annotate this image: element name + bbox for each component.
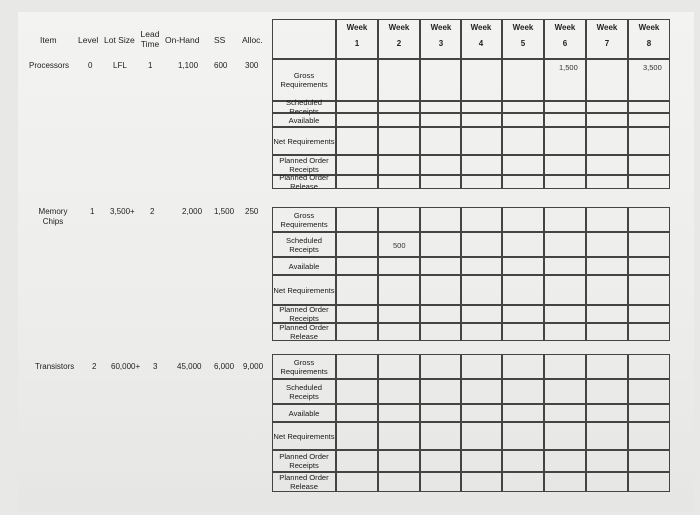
week-cell[interactable]: [586, 59, 628, 101]
week-cell[interactable]: [336, 404, 378, 422]
week-cell[interactable]: [502, 305, 544, 323]
header-lot-size: Lot Size: [104, 35, 135, 45]
header-label-cell: [272, 19, 336, 59]
week-cell[interactable]: [586, 422, 628, 450]
week-cell[interactable]: [420, 450, 462, 472]
week-cell[interactable]: [628, 379, 670, 404]
week-cell[interactable]: [378, 59, 420, 101]
week-number: 4: [478, 39, 484, 48]
week-cell[interactable]: [336, 422, 378, 450]
week-cell[interactable]: [460, 155, 502, 175]
week-cell[interactable]: [544, 379, 586, 404]
week-cell[interactable]: [628, 354, 670, 379]
week-cell[interactable]: [336, 232, 378, 257]
week-cell[interactable]: [378, 207, 420, 232]
week-cell[interactable]: [586, 472, 628, 492]
week-cell[interactable]: [378, 113, 420, 127]
week-cell[interactable]: [628, 275, 670, 305]
row-label: Planned Order Receipts: [272, 305, 336, 323]
week-cell[interactable]: [420, 232, 462, 257]
item-safety-stock: 600: [214, 61, 228, 70]
item-on-hand: 1,100: [178, 61, 199, 70]
week-cell[interactable]: [420, 113, 462, 127]
week-cell[interactable]: [544, 354, 586, 379]
week-cell[interactable]: [378, 379, 420, 404]
item-name: Processors: [29, 61, 70, 70]
week-cell[interactable]: [502, 59, 544, 101]
week-cell[interactable]: [460, 404, 502, 422]
header-lead-time: Lead Time: [140, 29, 160, 49]
row-label: Gross Requirements: [272, 354, 336, 379]
week-cell[interactable]: [336, 175, 378, 189]
item-name: Memory Chips: [38, 207, 68, 226]
week-cell[interactable]: [502, 232, 544, 257]
week-label: Week: [430, 23, 452, 32]
week-cell[interactable]: [460, 422, 502, 450]
header-on-hand: On-Hand: [165, 35, 200, 45]
item-lot-size: 3,500+: [110, 207, 135, 216]
week-number: 3: [438, 39, 444, 48]
item-level: 2: [92, 362, 97, 371]
week-cell[interactable]: [544, 101, 586, 113]
header-alloc: Alloc.: [242, 35, 263, 45]
week-cell[interactable]: [460, 127, 502, 155]
week-cell[interactable]: [628, 422, 670, 450]
row-label: Available: [272, 404, 336, 422]
week-cell[interactable]: [336, 379, 378, 404]
row-label: Planned Order Release: [272, 175, 336, 189]
week-number: 7: [604, 39, 610, 48]
week-cell[interactable]: [628, 101, 670, 113]
week-cell[interactable]: [420, 323, 462, 341]
week-label: Week: [346, 23, 368, 32]
week-cell[interactable]: [628, 305, 670, 323]
week-cell[interactable]: [378, 257, 420, 275]
week-cell[interactable]: [336, 472, 378, 492]
cell-value: 1,500: [559, 63, 578, 72]
week-cell[interactable]: [544, 472, 586, 492]
week-cell[interactable]: [586, 275, 628, 305]
week-cell[interactable]: [378, 323, 420, 341]
week-cell[interactable]: [544, 404, 586, 422]
week-cell[interactable]: [420, 305, 462, 323]
week-cell[interactable]: [336, 354, 378, 379]
week-cell[interactable]: [378, 127, 420, 155]
row-label: Scheduled Receipts: [272, 101, 336, 113]
week-cell[interactable]: [544, 207, 586, 232]
week-cell[interactable]: [586, 101, 628, 113]
week-cell[interactable]: [460, 354, 502, 379]
week-cell[interactable]: [586, 379, 628, 404]
week-cell[interactable]: [628, 450, 670, 472]
row-label: Scheduled Receipts: [272, 379, 336, 404]
row-label: Gross Requirements: [272, 207, 336, 232]
week-cell[interactable]: [460, 175, 502, 189]
week-cell[interactable]: [628, 232, 670, 257]
week-cell[interactable]: [378, 354, 420, 379]
week-cell[interactable]: [502, 323, 544, 341]
week-cell[interactable]: [420, 404, 462, 422]
week-cell[interactable]: [628, 207, 670, 232]
week-cell[interactable]: [628, 127, 670, 155]
item-allocated: 9,000: [243, 362, 264, 371]
week-cell[interactable]: [460, 472, 502, 492]
week-cell[interactable]: [628, 175, 670, 189]
week-cell[interactable]: [420, 175, 462, 189]
week-cell[interactable]: [628, 472, 670, 492]
week-cell[interactable]: [586, 232, 628, 257]
week-cell[interactable]: [544, 113, 586, 127]
week-cell[interactable]: [336, 101, 378, 113]
week-number: 8: [646, 39, 652, 48]
week-cell[interactable]: [460, 59, 502, 101]
week-cell[interactable]: [460, 379, 502, 404]
week-cell[interactable]: [544, 59, 586, 101]
item-allocated: 250: [245, 207, 259, 216]
item-safety-stock: 1,500: [214, 207, 235, 216]
week-cell[interactable]: [420, 207, 462, 232]
week-cell[interactable]: [460, 101, 502, 113]
week-cell[interactable]: [502, 450, 544, 472]
week-cell[interactable]: [544, 257, 586, 275]
week-cell[interactable]: [586, 113, 628, 127]
week-number: 5: [520, 39, 526, 48]
week-cell[interactable]: [586, 305, 628, 323]
week-cell[interactable]: [336, 207, 378, 232]
week-label: Week: [470, 23, 492, 32]
item-level: 1: [90, 207, 95, 216]
week-cell[interactable]: [586, 155, 628, 175]
week-cell[interactable]: [378, 305, 420, 323]
row-label: Net Requirements: [272, 422, 336, 450]
week-cell[interactable]: [336, 59, 378, 101]
week-cell[interactable]: [628, 323, 670, 341]
week-cell[interactable]: [544, 155, 586, 175]
week-cell[interactable]: [544, 175, 586, 189]
week-cell[interactable]: [336, 275, 378, 305]
week-cell[interactable]: [544, 232, 586, 257]
week-cell[interactable]: [420, 257, 462, 275]
week-cell[interactable]: [420, 379, 462, 404]
header-level: Level: [78, 35, 99, 45]
week-cell[interactable]: [502, 207, 544, 232]
week-label: Week: [512, 23, 534, 32]
week-cell[interactable]: [586, 323, 628, 341]
week-cell[interactable]: [502, 257, 544, 275]
week-cell[interactable]: [460, 232, 502, 257]
week-cell[interactable]: [460, 257, 502, 275]
week-cell[interactable]: [378, 404, 420, 422]
item-lot-size: LFL: [113, 61, 127, 70]
week-cell[interactable]: [544, 275, 586, 305]
week-cell[interactable]: [544, 305, 586, 323]
week-cell[interactable]: [378, 101, 420, 113]
cell-value: 500: [393, 240, 406, 250]
week-label: Week: [596, 23, 618, 32]
row-label: Planned Order Release: [272, 323, 336, 341]
item-lead-time: 1: [148, 61, 153, 70]
week-cell[interactable]: [420, 127, 462, 155]
week-cell[interactable]: [336, 323, 378, 341]
week-cell[interactable]: [460, 207, 502, 232]
item-lead-time: 3: [153, 362, 158, 371]
item-lot-size: 60,000+: [111, 362, 141, 371]
week-cell[interactable]: [420, 354, 462, 379]
header-item: Item: [40, 35, 57, 45]
week-cell[interactable]: [460, 113, 502, 127]
week-label: Week: [638, 23, 660, 32]
week-cell[interactable]: [420, 59, 462, 101]
item-level: 0: [88, 61, 93, 70]
week-cell[interactable]: [544, 422, 586, 450]
week-cell[interactable]: [336, 155, 378, 175]
week-cell[interactable]: [378, 175, 420, 189]
week-cell[interactable]: [544, 127, 586, 155]
week-cell[interactable]: [544, 323, 586, 341]
week-cell[interactable]: [420, 472, 462, 492]
week-cell[interactable]: [460, 305, 502, 323]
item-name: Transistors: [35, 362, 75, 371]
week-cell[interactable]: [586, 257, 628, 275]
week-cell[interactable]: [378, 450, 420, 472]
week-cell[interactable]: [628, 59, 670, 101]
week-cell[interactable]: [502, 472, 544, 492]
week-cell[interactable]: [420, 422, 462, 450]
week-label: Week: [388, 23, 410, 32]
week-cell[interactable]: [336, 113, 378, 127]
item-safety-stock: 6,000: [214, 362, 235, 371]
week-cell[interactable]: [502, 275, 544, 305]
row-label: Net Requirements: [272, 275, 336, 305]
week-cell[interactable]: [336, 127, 378, 155]
item-on-hand: 45,000: [177, 362, 202, 371]
week-cell[interactable]: [586, 354, 628, 379]
week-cell[interactable]: [378, 422, 420, 450]
week-cell[interactable]: [628, 257, 670, 275]
row-label: Net Requirements: [272, 127, 336, 155]
week-cell[interactable]: [336, 305, 378, 323]
week-cell[interactable]: [336, 257, 378, 275]
week-cell[interactable]: [502, 101, 544, 113]
week-cell[interactable]: [628, 113, 670, 127]
week-cell[interactable]: [420, 101, 462, 113]
cell-value: 3,500: [643, 63, 662, 72]
week-cell[interactable]: [586, 404, 628, 422]
week-number: 1: [354, 39, 360, 48]
week-cell[interactable]: [378, 472, 420, 492]
item-on-hand: 2,000: [182, 207, 203, 216]
week-cell[interactable]: [420, 155, 462, 175]
week-cell[interactable]: [378, 155, 420, 175]
week-cell[interactable]: [502, 113, 544, 127]
week-cell[interactable]: [378, 275, 420, 305]
week-cell[interactable]: [502, 379, 544, 404]
week-cell[interactable]: [502, 175, 544, 189]
week-cell[interactable]: [336, 450, 378, 472]
week-cell[interactable]: [586, 450, 628, 472]
row-label: Available: [272, 257, 336, 275]
row-label: Planned Order Receipts: [272, 155, 336, 175]
week-cell[interactable]: [586, 175, 628, 189]
week-cell[interactable]: [586, 127, 628, 155]
row-label: Planned Order Release: [272, 472, 336, 492]
week-cell[interactable]: [460, 450, 502, 472]
row-label: Planned Order Receipts: [272, 450, 336, 472]
week-cell[interactable]: [628, 404, 670, 422]
week-cell[interactable]: [502, 404, 544, 422]
item-lead-time: 2: [150, 207, 155, 216]
row-label: Scheduled Receipts: [272, 232, 336, 257]
header-ss: SS: [214, 35, 226, 45]
row-label: Available: [272, 113, 336, 127]
week-cell[interactable]: [502, 155, 544, 175]
week-cell[interactable]: [586, 207, 628, 232]
week-cell[interactable]: [544, 450, 586, 472]
week-cell[interactable]: [502, 422, 544, 450]
week-cell[interactable]: [460, 323, 502, 341]
week-number: 2: [396, 39, 402, 48]
week-cell[interactable]: [502, 354, 544, 379]
week-number: 6: [562, 39, 568, 48]
week-cell[interactable]: [628, 155, 670, 175]
week-label: Week: [554, 23, 576, 32]
week-cell[interactable]: [378, 232, 420, 257]
row-label: Gross Requirements: [272, 59, 336, 101]
week-cell[interactable]: [502, 127, 544, 155]
week-cell[interactable]: [420, 275, 462, 305]
week-cell[interactable]: [460, 275, 502, 305]
item-allocated: 300: [245, 61, 259, 70]
